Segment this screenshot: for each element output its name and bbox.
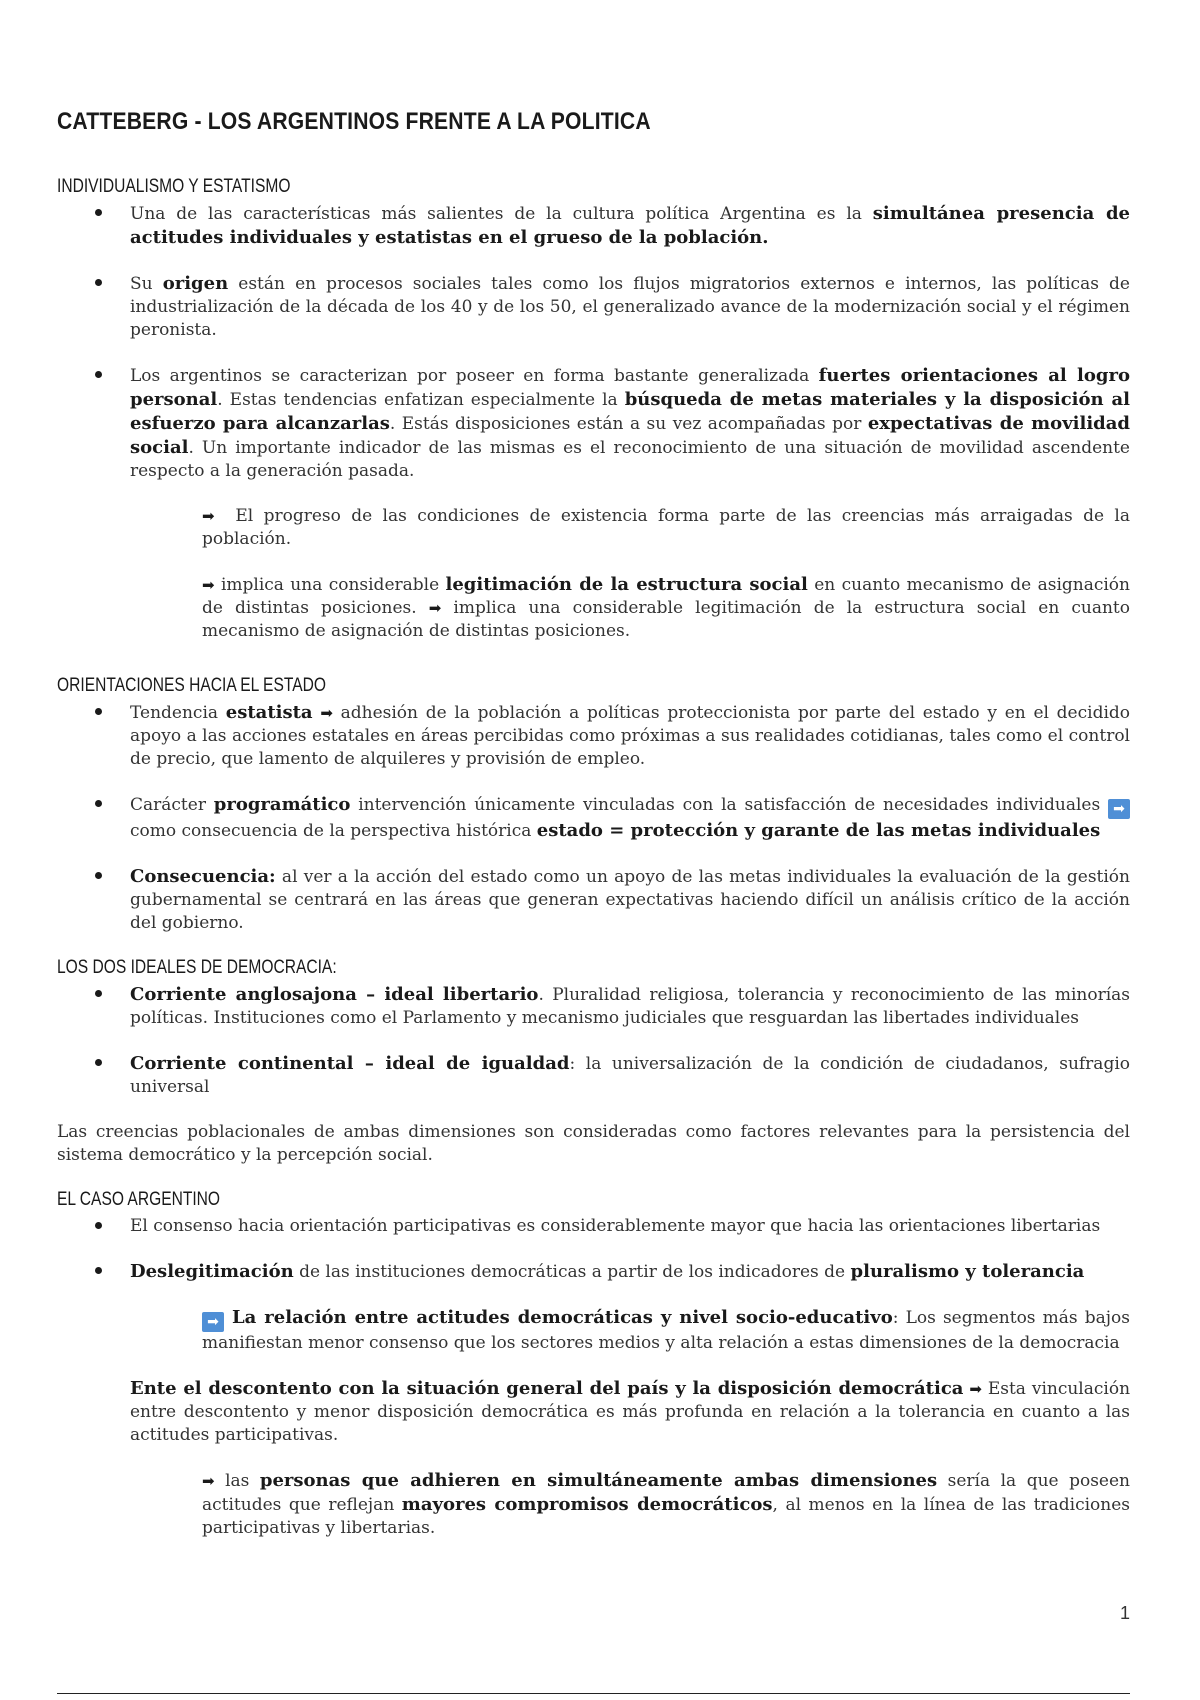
- list-item: [57, 1260, 1130, 1284]
- bullet-icon: [95, 800, 102, 807]
- page-number: 1: [1119, 1603, 1130, 1623]
- bullet-icon: [95, 209, 102, 216]
- arrow-right-icon: ➡: [969, 1380, 982, 1398]
- paragraph-text: Consecuencia: al ver a la acción del estado como un apoyo de las metas individuales la evaluación de la gestión gubernamental se centrará en las áreas que generan expectativas haciendo difícil un análisis crítico de la acción del gobierno.: [130, 866, 1130, 933]
- list-item: [57, 1215, 1130, 1238]
- document-page: [57, 108, 1130, 1562]
- paragraph-text: Ente el descontento con la situación general del país y la disposición democrática ➡ Esta vinculación entre descontento y menor disposición democrática es más profunda en relación a la tolerancia en cuanto a las actitudes participativas.: [130, 1378, 1131, 1445]
- section-heading-orientaciones: ORIENTACIONES HACIA EL ESTADO: [57, 675, 326, 696]
- section-heading-caso-argentino: EL CASO ARGENTINO: [57, 1189, 221, 1210]
- bullet-icon: [95, 708, 102, 715]
- arrow-right-icon: ➡: [202, 1472, 215, 1490]
- section-list-orientaciones: [57, 701, 1130, 935]
- paragraph-text: Los argentinos se caracterizan por poseer en forma bastante generalizada fuertes orientaciones al logro personal. Estas tendencias enfatizan especialmente la búsqueda de metas materiales y la disposición al esfuerzo para alcanzarlas. Estás disposiciones están a su vez acompañadas por expectativas de movilidad social. Un importante indicador de las mismas es el reconocimiento de una situación de movilidad ascendente respecto a la generación pasada.: [130, 365, 1130, 481]
- list-item: [57, 983, 1130, 1030]
- paragraph-text: Tendencia estatista ➡ adhesión de la población a políticas proteccionista por parte del estado y en el decidido apoyo a las acciones estatales en áreas percibidas como próximas a sus realidades cotidianas, tales como el control de precio, que lamento de alquileres y provisión de empleo.: [130, 702, 1131, 769]
- paragraph-text: Su origen están en procesos sociales tales como los flujos migratorios externos e internos, las políticas de industrialización de la década de los 40 y de los 50, el generalizado avance de la modernización social y el régimen peronista.: [130, 273, 1130, 340]
- paragraph-text: Corriente anglosajona – ideal libertario. Pluralidad religiosa, tolerancia y reconocimiento de las minorías políticas. Instituciones como el Parlamento y mecanismo judiciales que resguardan las libertades individuales: [130, 984, 1130, 1028]
- section-list-individualismo: [57, 202, 1130, 483]
- section-list-ideales: [57, 983, 1130, 1099]
- list-item: [57, 1052, 1130, 1099]
- bullet-icon: [95, 279, 102, 286]
- section-list-caso-argentino: [57, 1215, 1130, 1284]
- sub-paragraph: ➡ las personas que adhieren en simultáneamente ambas dimensiones sería la que poseen actitudes que reflejan mayores compromisos democráticos, al menos en la línea de las tradiciones participativas y libertarias.: [202, 1470, 1130, 1538]
- bullet-icon: [95, 1222, 102, 1229]
- arrow-right-icon: ➡: [202, 576, 215, 594]
- list-item: [57, 865, 1130, 935]
- list-item: [57, 364, 1130, 483]
- bullet-icon: [95, 1267, 102, 1274]
- paragraph-text: Las creencias poblacionales de ambas dimensiones son consideradas como factores relevantes para la persistencia del sistema democrático y la percepción social.: [57, 1122, 1130, 1165]
- paragraph-text: El consenso hacia orientación participativas es considerablemente mayor que hacia las orientaciones libertarias: [130, 1216, 1101, 1236]
- arrow-right-box-icon: ➡: [1108, 799, 1130, 819]
- list-item: [57, 272, 1130, 342]
- section-heading-individualismo: INDIVIDUALISMO Y ESTATISMO: [57, 176, 291, 197]
- arrow-right-icon: ➡: [428, 599, 442, 617]
- bullet-icon: [95, 371, 102, 378]
- paragraph-text: Carácter programático intervención únicamente vinculadas con la satisfacción de necesidades individuales ➡ como consecuencia de la perspectiva histórica estado = protección y garante de las metas individuales: [130, 793, 1130, 843]
- sub-paragraph: ➡ La relación entre actitudes democráticas y nivel socio-educativo: Los segmentos más bajos manifiestan menor consenso que los sectores medios y alta relación a estas dimensiones de la democracia: [202, 1307, 1131, 1353]
- sub-paragraph: ➡ El progreso de las condiciones de existencia forma parte de las creencias más arraigadas de la población.: [202, 506, 1130, 549]
- section-heading-ideales: LOS DOS IDEALES DE DEMOCRACIA:: [57, 957, 337, 978]
- arrow-right-icon: ➡: [320, 704, 333, 722]
- list-item: [57, 793, 1130, 843]
- paragraph-text: Deslegitimación de las instituciones democráticas a partir de los indicadores de pluralismo y tolerancia: [130, 1261, 1085, 1282]
- arrow-right-icon: ➡: [202, 507, 215, 525]
- footer-divider: [57, 1693, 1130, 1694]
- bullet-icon: [95, 872, 102, 879]
- list-item: [57, 202, 1130, 250]
- bullet-icon: [95, 1059, 102, 1066]
- document-title: CATTEBERG - LOS ARGENTINOS FRENTE A LA POLITICA: [57, 108, 651, 135]
- sub-paragraph: ➡ implica una considerable legitimación de la estructura social en cuanto mecanismo de asignación de distintas posiciones. ➡ implica una considerable legitimación de la estructura social en cuanto mecanismo de asignación de distintas posiciones.: [202, 574, 1130, 641]
- arrow-right-box-icon: ➡: [202, 1312, 224, 1332]
- bullet-icon: [95, 990, 102, 997]
- paragraph-text: Una de las características más salientes de la cultura política Argentina es la simultánea presencia de actitudes individuales y estatistas en el grueso de la población.: [130, 203, 1130, 248]
- paragraph-text: Corriente continental – ideal de igualdad: la universalización de la condición de ciudadanos, sufragio universal: [130, 1053, 1130, 1097]
- list-item: [57, 701, 1130, 771]
